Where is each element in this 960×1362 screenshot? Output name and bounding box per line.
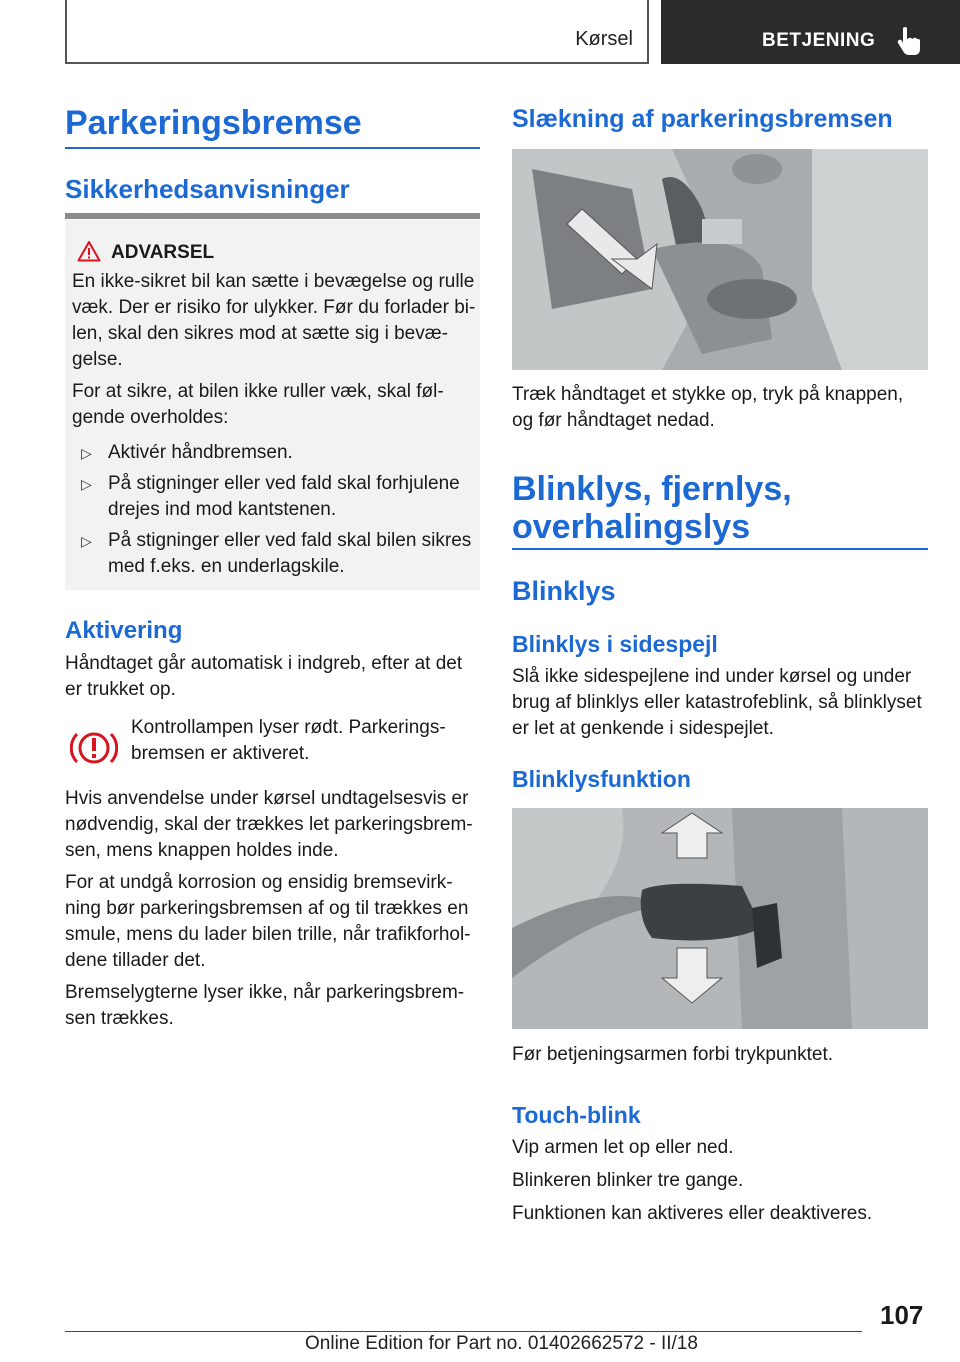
- warning-text-line: gelse.: [72, 349, 123, 370]
- body-line: Funktionen kan aktiveres eller deaktiveres.: [512, 1203, 873, 1224]
- warning-text-line: væk. Der er risiko for ulykker. Før du forlader bi-: [72, 297, 476, 318]
- title-rule: [65, 147, 480, 149]
- header-section-label: Kørsel: [575, 28, 633, 50]
- body-line: smule, mens du lader bilen trille, når trafikforhol-: [65, 924, 471, 945]
- activation-heading: Aktivering: [65, 617, 183, 644]
- section-title-line: overhalingslys: [512, 508, 751, 546]
- bullet-text: med f.eks. en underlagskile.: [108, 556, 345, 577]
- function-heading: Blinklysfunktion: [512, 766, 691, 792]
- page-title: Parkeringsbremse: [65, 104, 362, 142]
- body-line: er let at genkende i sidespejlet.: [512, 718, 774, 739]
- footer-edition: Online Edition for Part no. 01402662572 - II/18: [305, 1333, 698, 1354]
- warning-text-line: For at sikre, at bilen ikke ruller væk, skal føl-: [72, 381, 444, 402]
- warning-text-line: En ikke-sikret bil kan sætte i bevægelse og rulle: [72, 271, 475, 292]
- bullet-triangle-icon: ▷: [81, 445, 92, 461]
- bullet-text: På stigninger eller ved fald skal forhjulene: [108, 473, 460, 494]
- warning-label: ADVARSEL: [111, 242, 215, 263]
- header-section-tab: [65, 0, 649, 64]
- parking-brake-indicator-icon: [70, 728, 118, 768]
- bullet-text: drejes ind mod kantstenen.: [108, 499, 337, 520]
- body-line: er trukket op.: [65, 679, 176, 700]
- handbrake-illustration: [512, 149, 928, 370]
- caption-line: Før betjeningsarmen forbi trykpunktet.: [512, 1044, 834, 1065]
- section-title-line: Blinklys, fjernlys,: [512, 470, 792, 508]
- caption-line: Træk håndtaget et stykke op, tryk på knappen,: [512, 384, 904, 405]
- body-line: sen trækkes.: [65, 1008, 174, 1029]
- indicator-stalk-illustration: [512, 808, 928, 1029]
- mirror-heading: Blinklys i sidespejl: [512, 631, 718, 657]
- handbrake-photo: [512, 149, 928, 370]
- warning-text-line: len, skal den sikres mod at sætte sig i bevæ-: [72, 323, 448, 344]
- footer-rule: [65, 1331, 862, 1332]
- warning-bullet: [81, 471, 460, 523]
- bullet-text: På stigninger eller ved fald skal bilen sikres: [108, 530, 472, 551]
- body-line: nødvendig, skal der trækkes let parkeringsbrem-: [65, 814, 473, 835]
- warning-triangle-icon: [77, 240, 101, 262]
- bullet-text: Aktivér håndbremsen.: [108, 442, 293, 463]
- header-chapter-label: BETJENING: [762, 30, 876, 51]
- body-line: Hvis anvendelse under kørsel undtagelsesvis er: [65, 788, 469, 809]
- section-title-rule: [512, 548, 928, 550]
- blinklys-heading: Blinklys: [512, 576, 616, 606]
- indicator-text-line: Kontrollampen lyser rødt. Parkerings-: [131, 717, 446, 738]
- warning-text-line: gende overholdes:: [72, 407, 229, 428]
- bullet-triangle-icon: ▷: [81, 476, 92, 492]
- indicator-text-line: bremsen er aktiveret.: [131, 743, 310, 764]
- warning-rule: [65, 213, 480, 219]
- caption-line: og før håndtaget nedad.: [512, 410, 715, 431]
- body-line: Blinkeren blinker tre gange.: [512, 1170, 744, 1191]
- release-heading: Slækning af parkeringsbremsen: [512, 105, 893, 133]
- body-line: Bremselygterne lyser ikke, når parkeringsbrem-: [65, 982, 465, 1003]
- warning-bullet: [81, 528, 472, 580]
- warning-bullet: [81, 440, 293, 466]
- bullet-triangle-icon: ▷: [81, 533, 92, 549]
- page-number: 107: [880, 1300, 924, 1330]
- body-line: ning bør parkeringsbremsen af og til trækkes en: [65, 898, 469, 919]
- body-line: Vip armen let op eller ned.: [512, 1137, 734, 1158]
- body-line: Håndtaget går automatisk i indgreb, efter at det: [65, 653, 463, 674]
- body-line: For at undgå korrosion og ensidig bremsevirk-: [65, 872, 453, 893]
- touch-heading: Touch-blink: [512, 1102, 641, 1128]
- indicator-stalk-photo: [512, 808, 928, 1029]
- body-line: brug af blinklys eller katastrofeblink, så blinklyset: [512, 692, 922, 713]
- body-line: Slå ikke sidespejlene ind under kørsel og under: [512, 666, 912, 687]
- hand-pointer-icon: [894, 26, 920, 56]
- body-line: dene tillader det.: [65, 950, 206, 971]
- body-line: sen, mens knappen holdes inde.: [65, 840, 339, 861]
- safety-heading: Sikkerhedsanvisninger: [65, 174, 350, 204]
